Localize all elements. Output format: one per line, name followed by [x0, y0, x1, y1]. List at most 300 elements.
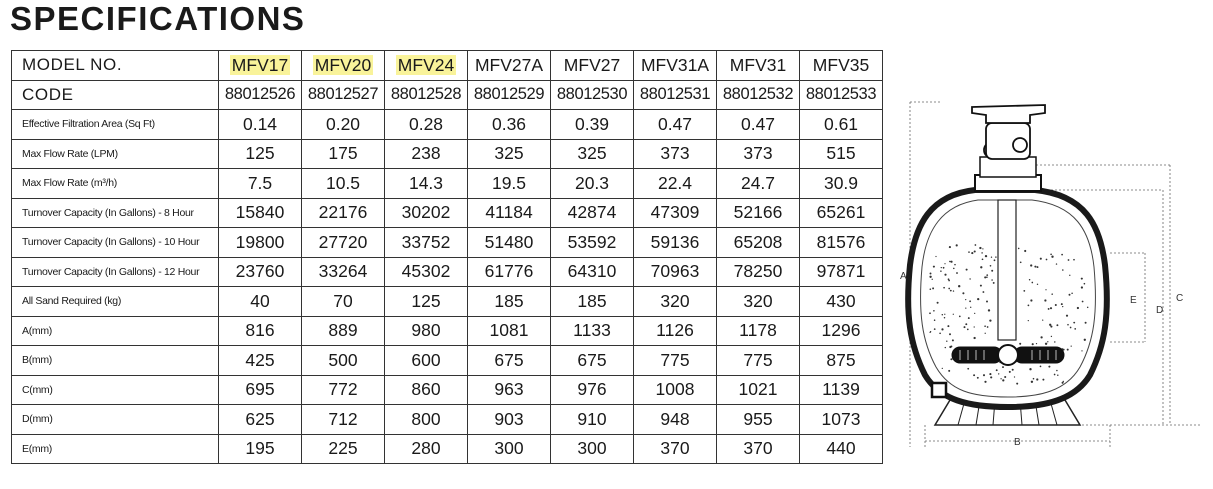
sand-grain — [1048, 366, 1050, 368]
sand-grain — [958, 285, 960, 287]
cell-text: 1008 — [655, 379, 695, 400]
value-cell — [302, 139, 385, 169]
sand-grain — [950, 261, 952, 263]
sand-grain — [950, 290, 952, 292]
value-cell — [717, 198, 800, 228]
sand-grain — [949, 246, 951, 248]
drain-plug — [932, 383, 946, 397]
sand-grain — [1073, 322, 1075, 324]
cell-text: 430 — [826, 290, 856, 311]
sand-grain — [989, 373, 991, 375]
table-row — [12, 228, 883, 258]
row-label: B(mm) — [12, 346, 219, 376]
model-cell — [800, 51, 883, 81]
cell-text: 7.5 — [247, 172, 273, 193]
sand-grain — [934, 319, 936, 321]
sand-grain — [965, 307, 966, 308]
cell-text: 0.36 — [491, 113, 527, 134]
dim-label-d: D — [1156, 305, 1164, 316]
model-cell — [468, 51, 551, 81]
table-row — [12, 257, 883, 287]
cell-text: 64310 — [567, 261, 617, 282]
value-cell — [385, 228, 468, 258]
sand-grain — [1056, 263, 1057, 264]
sand-grain — [1050, 307, 1052, 309]
sand-grain — [994, 259, 996, 261]
value-cell — [551, 316, 634, 346]
cell-text: 78250 — [733, 261, 783, 282]
cell-text: 860 — [411, 379, 441, 400]
value-cell — [219, 346, 302, 376]
value-cell — [302, 198, 385, 228]
table-row — [12, 198, 883, 228]
cell-text: 70963 — [650, 261, 700, 282]
sand-grain — [968, 251, 970, 253]
sand-grain — [991, 270, 993, 272]
sand-grain — [1047, 341, 1048, 342]
row-label: All Sand Required (kg) — [12, 287, 219, 317]
value-cell — [634, 434, 717, 464]
value-cell — [551, 80, 634, 110]
value-cell — [551, 434, 634, 464]
value-cell — [717, 110, 800, 140]
cell-text: MFV35 — [812, 54, 870, 75]
value-cell — [634, 228, 717, 258]
sand-grain — [1044, 299, 1046, 301]
sand-grain — [964, 326, 966, 328]
sand-grain — [986, 256, 987, 257]
value-cell — [219, 316, 302, 346]
sand-grain — [1034, 266, 1036, 268]
cell-text: 41184 — [485, 202, 533, 223]
cell-text: 903 — [494, 408, 524, 429]
sand-grain — [954, 264, 956, 266]
sand-grain — [952, 339, 954, 341]
cell-text: 97871 — [816, 261, 866, 282]
sand-grain — [968, 317, 970, 319]
sand-grain — [941, 328, 943, 330]
sand-grain — [1031, 282, 1033, 284]
sand-grain — [1028, 320, 1029, 321]
cell-text: 712 — [328, 408, 358, 429]
sand-grain — [1002, 366, 1004, 368]
table-row — [12, 316, 883, 346]
sand-grain — [1019, 343, 1021, 345]
cell-text: 675 — [494, 349, 524, 370]
sand-grain — [953, 314, 954, 315]
value-cell — [717, 346, 800, 376]
cell-text: 0.20 — [325, 113, 361, 134]
sand-grain — [981, 252, 983, 254]
sand-grain — [948, 280, 950, 282]
value-cell — [551, 169, 634, 199]
center-pipe — [998, 200, 1016, 340]
sand-grain — [1068, 259, 1070, 261]
sand-grain — [1037, 284, 1038, 285]
sand-grain — [1067, 324, 1069, 326]
value-cell — [800, 405, 883, 435]
sand-grain — [1020, 261, 1022, 263]
sand-grain — [1056, 324, 1058, 326]
sand-grain — [1029, 368, 1031, 370]
cell-text: 0.14 — [242, 113, 278, 134]
cell-text: 33752 — [401, 231, 451, 252]
cell-text: 1296 — [821, 320, 861, 341]
value-cell — [219, 169, 302, 199]
table-row — [12, 169, 883, 199]
cell-text: 81576 — [816, 231, 866, 252]
value-cell — [302, 80, 385, 110]
sand-grain — [1040, 258, 1042, 260]
sand-grain — [944, 314, 945, 315]
sand-grain — [949, 333, 951, 335]
sand-grain — [987, 326, 989, 328]
cell-text: 1126 — [656, 320, 694, 341]
value-cell — [302, 287, 385, 317]
sand-grain — [1063, 381, 1064, 382]
table-row — [12, 375, 883, 405]
value-cell — [551, 287, 634, 317]
sand-grain — [1033, 378, 1035, 380]
cell-text: 65208 — [733, 231, 783, 252]
table-row — [12, 405, 883, 435]
cell-text: MFV27A — [474, 54, 544, 75]
value-cell — [219, 228, 302, 258]
cell-text: 23760 — [235, 261, 285, 282]
sand-grain — [982, 258, 984, 260]
cell-text: 976 — [577, 379, 607, 400]
row-label: E(mm) — [12, 434, 219, 464]
sand-grain — [1066, 315, 1068, 317]
sand-grain — [1073, 259, 1075, 261]
sand-grain — [983, 374, 985, 376]
table-row — [12, 51, 883, 81]
value-cell — [634, 405, 717, 435]
sand-grain — [1000, 378, 1001, 379]
sand-grain — [933, 310, 935, 312]
cell-text: 88012530 — [556, 85, 628, 104]
value-cell — [717, 316, 800, 346]
value-cell — [634, 257, 717, 287]
value-cell — [385, 434, 468, 464]
sand-grain — [1040, 366, 1042, 368]
sand-grain — [974, 250, 976, 252]
sand-grain — [1012, 369, 1014, 371]
value-cell — [219, 375, 302, 405]
sand-grain — [1070, 327, 1072, 329]
value-cell — [634, 375, 717, 405]
cell-text: 47309 — [650, 202, 700, 223]
value-cell — [468, 316, 551, 346]
sand-grain — [991, 257, 992, 258]
sand-grain — [933, 266, 935, 268]
dim-label-a: A — [900, 271, 907, 282]
value-cell — [634, 198, 717, 228]
specifications-table — [11, 50, 883, 464]
sand-grain — [944, 263, 945, 264]
cell-text: 1073 — [821, 408, 861, 429]
sand-grain — [934, 328, 936, 330]
value-cell — [800, 287, 883, 317]
cell-text: 775 — [743, 349, 773, 370]
sand-grain — [986, 274, 988, 276]
sand-grain — [1045, 289, 1046, 290]
cell-text: 195 — [245, 438, 275, 459]
sand-grain — [993, 282, 995, 284]
cell-text: 22.4 — [657, 172, 693, 193]
sand-grain — [959, 316, 961, 318]
row-label: D(mm) — [12, 405, 219, 435]
cell-text: 51480 — [484, 231, 534, 252]
sand-grain — [956, 272, 958, 274]
sand-grain — [971, 252, 973, 254]
value-cell — [468, 139, 551, 169]
value-cell — [551, 110, 634, 140]
value-cell — [385, 346, 468, 376]
value-cell — [385, 169, 468, 199]
sand-grain — [930, 288, 932, 290]
sand-grain — [979, 247, 981, 249]
sand-grain — [929, 312, 931, 314]
cell-text: 70 — [333, 290, 353, 311]
cell-text: 325 — [577, 143, 607, 164]
cell-text: 675 — [577, 349, 607, 370]
value-cell — [800, 110, 883, 140]
sand-grain — [1057, 375, 1058, 376]
value-cell — [551, 405, 634, 435]
sand-grain — [1004, 376, 1006, 378]
sand-grain — [998, 373, 999, 374]
value-cell — [385, 198, 468, 228]
table-row — [12, 346, 883, 376]
cell-text: 775 — [660, 349, 690, 370]
cell-text: 27720 — [318, 231, 368, 252]
sand-grain — [953, 290, 954, 291]
value-cell — [385, 375, 468, 405]
cell-text: 185 — [494, 290, 524, 311]
sand-grain — [1049, 324, 1051, 326]
sand-grain — [1028, 305, 1030, 307]
sand-grain — [967, 329, 969, 331]
value-cell — [800, 375, 883, 405]
model-cell — [219, 51, 302, 81]
model-cell — [717, 51, 800, 81]
cell-text: 948 — [660, 408, 690, 429]
value-cell — [717, 169, 800, 199]
sand-grain — [1018, 248, 1020, 250]
cell-text: 40 — [250, 290, 270, 311]
filter-diagram — [880, 95, 1205, 455]
cell-text: 24.7 — [740, 172, 776, 193]
sand-grain — [1062, 269, 1064, 271]
cell-text: 600 — [411, 349, 441, 370]
cell-text: 30.9 — [823, 172, 859, 193]
value-cell — [468, 80, 551, 110]
sand-grain — [1061, 254, 1063, 256]
value-cell — [302, 375, 385, 405]
sand-grain — [962, 292, 964, 294]
sand-grain — [946, 340, 947, 341]
cell-text: 370 — [743, 438, 773, 459]
sand-grain — [1077, 307, 1079, 309]
value-cell — [385, 316, 468, 346]
cell-text: 238 — [411, 143, 441, 164]
sand-grain — [1036, 378, 1038, 380]
sand-grain — [1067, 349, 1069, 351]
cell-text: 88012526 — [224, 85, 296, 104]
cell-text: 88012532 — [722, 85, 794, 104]
sand-grain — [1037, 266, 1039, 268]
sand-grain — [1062, 306, 1063, 307]
sand-grain — [985, 333, 986, 334]
sand-grain — [937, 302, 939, 304]
cell-text: 1021 — [738, 379, 778, 400]
cell-text: 320 — [743, 290, 773, 311]
cell-text: 980 — [411, 320, 441, 341]
sand-grain — [1084, 339, 1086, 341]
cell-text: 515 — [826, 143, 856, 164]
sand-grain — [932, 279, 933, 280]
value-cell — [468, 287, 551, 317]
sand-grain — [970, 307, 971, 308]
row-label: Turnover Capacity (In Gallons) - 12 Hour — [12, 257, 219, 287]
sand-grain — [1014, 376, 1015, 377]
sand-grain — [995, 256, 996, 257]
sand-grain — [942, 314, 943, 315]
sand-grain — [988, 309, 990, 311]
cell-text: 22176 — [318, 202, 368, 223]
value-cell — [219, 434, 302, 464]
cell-text: 816 — [245, 320, 275, 341]
value-cell — [800, 198, 883, 228]
value-cell — [219, 139, 302, 169]
sand-grain — [965, 299, 966, 300]
cell-text: 59136 — [650, 231, 700, 252]
cell-text: 800 — [411, 408, 441, 429]
sand-grain — [986, 301, 988, 303]
sand-grain — [939, 332, 941, 334]
dim-label-c: C — [1176, 293, 1184, 304]
value-cell — [302, 346, 385, 376]
cell-text: 225 — [328, 438, 358, 459]
value-cell — [800, 139, 883, 169]
cell-text: 19800 — [235, 231, 285, 252]
value-cell — [800, 169, 883, 199]
cell-text: 88012531 — [639, 85, 711, 104]
cell-text: 963 — [494, 379, 524, 400]
valve-handle — [972, 105, 1045, 123]
row-label: Max Flow Rate (LPM) — [12, 139, 219, 169]
value-cell — [219, 80, 302, 110]
cell-text: 440 — [826, 438, 856, 459]
cell-text: 625 — [245, 408, 275, 429]
sand-grain — [950, 358, 952, 360]
value-cell — [800, 316, 883, 346]
sand-grain — [986, 276, 988, 278]
value-cell — [800, 257, 883, 287]
sand-grain — [1081, 286, 1083, 288]
sand-grain — [1081, 278, 1083, 280]
sand-grain — [1071, 292, 1073, 294]
sand-grain — [948, 370, 950, 372]
value-cell — [385, 287, 468, 317]
value-cell — [717, 434, 800, 464]
cell-text: 955 — [743, 408, 773, 429]
value-cell — [385, 110, 468, 140]
model-cell — [634, 51, 717, 81]
sand-grain — [967, 368, 969, 370]
value-cell — [551, 228, 634, 258]
sand-grain — [932, 287, 934, 289]
sand-grain — [1054, 341, 1055, 342]
value-cell — [800, 346, 883, 376]
sand-grain — [1051, 336, 1052, 337]
cell-text: 45302 — [401, 261, 451, 282]
sand-grain — [950, 345, 952, 347]
row-label: Turnover Capacity (In Gallons) - 10 Hour — [12, 228, 219, 258]
value-cell — [468, 346, 551, 376]
sand-grain — [944, 317, 945, 318]
sand-grain — [1085, 322, 1087, 324]
sand-grain — [1069, 275, 1070, 276]
sand-grain — [1030, 264, 1032, 266]
row-label: Turnover Capacity (In Gallons) - 8 Hour — [12, 198, 219, 228]
sand-grain — [1024, 250, 1026, 252]
row-label: A(mm) — [12, 316, 219, 346]
hub — [998, 345, 1018, 365]
value-cell — [551, 198, 634, 228]
value-cell — [468, 434, 551, 464]
sand-grain — [975, 244, 977, 246]
value-cell — [219, 198, 302, 228]
cell-text: 88012533 — [805, 85, 877, 104]
sand-grain — [984, 325, 986, 327]
sand-grain — [973, 337, 975, 339]
cell-text: 125 — [245, 143, 275, 164]
cell-text: 30202 — [401, 202, 451, 223]
sand-grain — [949, 261, 950, 262]
cell-text: 325 — [494, 143, 524, 164]
cell-text: 875 — [826, 349, 856, 370]
row-label: Max Flow Rate (m³/h) — [12, 169, 219, 199]
sand-grain — [929, 276, 931, 278]
cell-text: 889 — [328, 320, 358, 341]
value-cell — [717, 375, 800, 405]
sand-grain — [1042, 319, 1043, 320]
value-cell — [385, 405, 468, 435]
sand-grain — [974, 313, 975, 314]
cell-text: 300 — [494, 438, 524, 459]
sand-grain — [984, 381, 986, 383]
cell-text: MFV31 — [729, 54, 787, 75]
sand-grain — [1071, 345, 1072, 346]
sand-grain — [984, 276, 986, 278]
sand-grain — [969, 278, 970, 279]
sand-grain — [1042, 379, 1044, 381]
sand-grain — [942, 368, 943, 369]
value-cell — [717, 257, 800, 287]
sand-grain — [945, 347, 946, 348]
value-cell — [717, 80, 800, 110]
sand-grain — [982, 291, 984, 293]
cell-text: 300 — [577, 438, 607, 459]
sand-grain — [1051, 293, 1053, 295]
sand-grain — [1031, 381, 1033, 383]
sand-grain — [1051, 256, 1053, 258]
cell-text: 10.5 — [325, 172, 361, 193]
sand-grain — [1069, 294, 1071, 296]
sand-grain — [1050, 326, 1052, 328]
